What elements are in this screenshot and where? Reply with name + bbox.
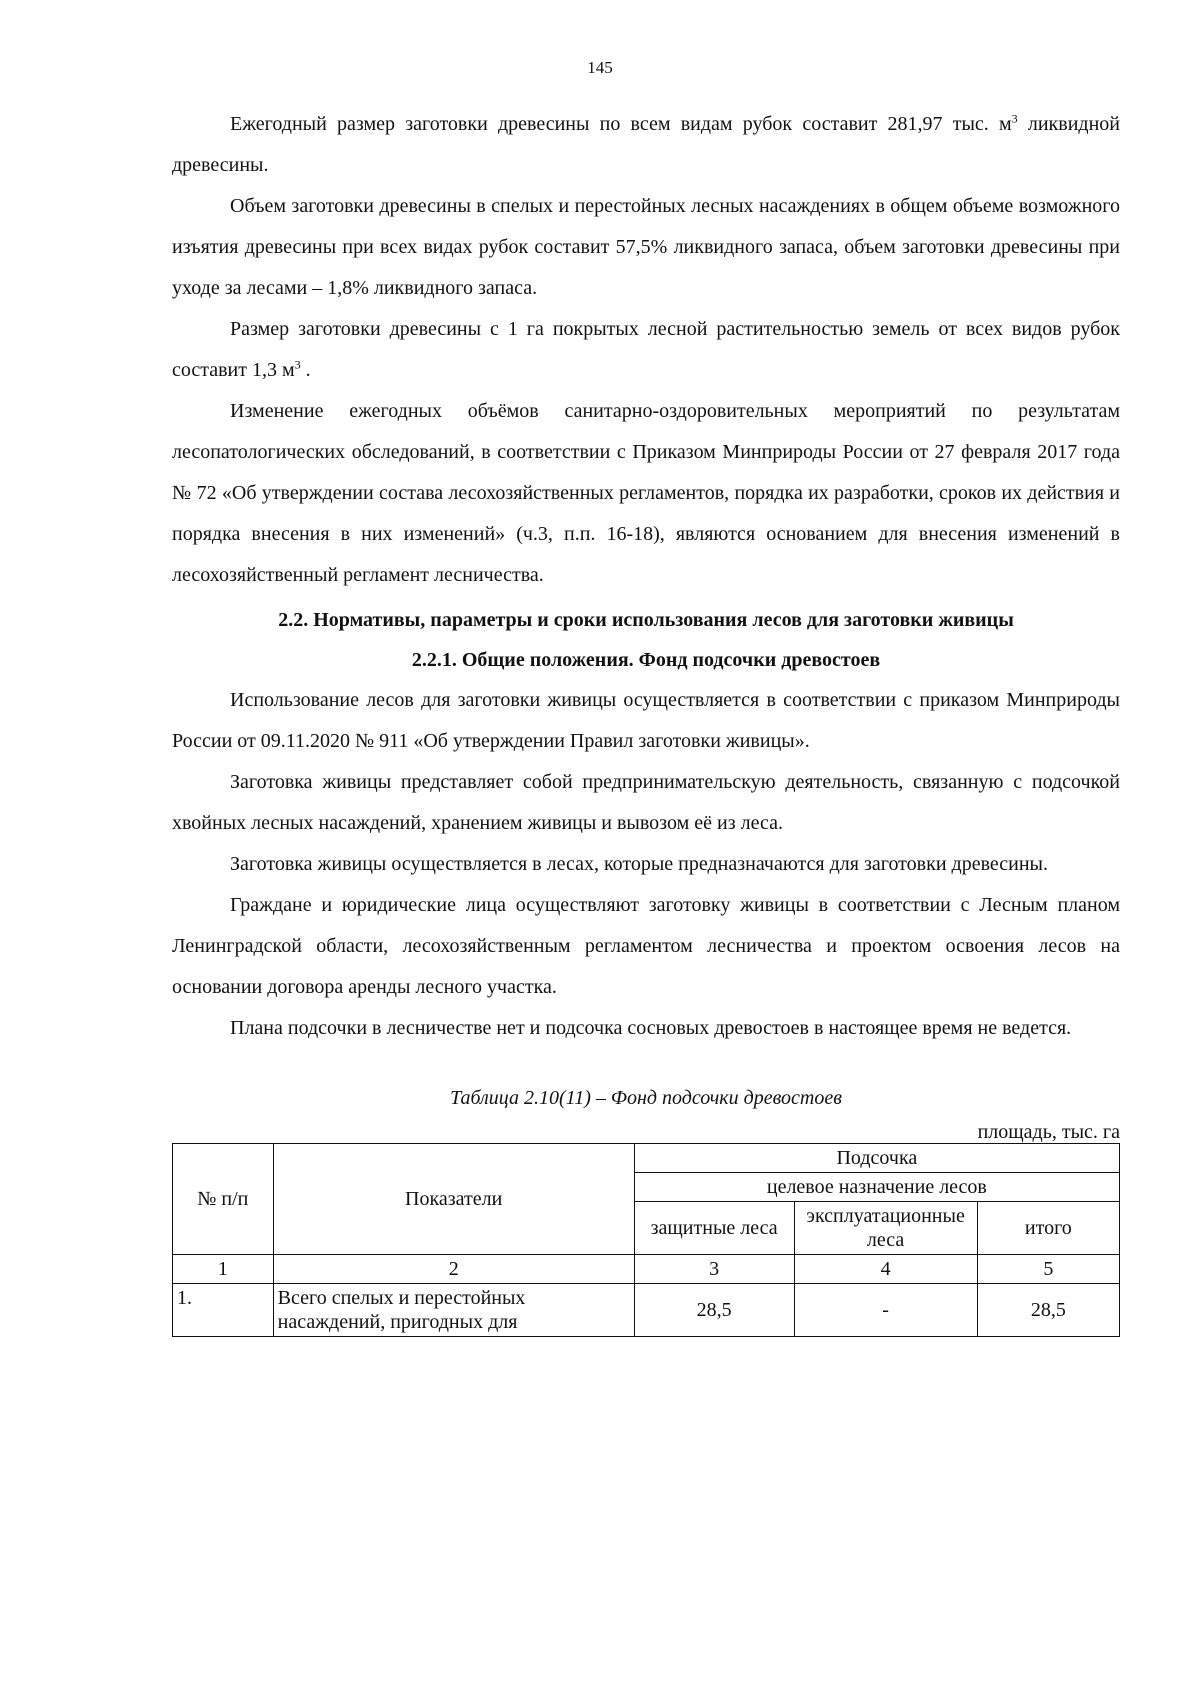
tapping-fund-table	[172, 1143, 1120, 1337]
column-number-row	[173, 1255, 1120, 1284]
table-caption: Таблица 2.10(11) – Фонд подсочки древостоев	[450, 1087, 842, 1109]
row-num: 1.	[173, 1284, 274, 1337]
subsection-heading: 2.2.1. Общие положения. Фонд подсочки древостоев	[411, 649, 881, 671]
header-num: № п/п	[173, 1144, 274, 1255]
column-number: 4	[794, 1255, 977, 1284]
column-number: 5	[977, 1255, 1119, 1284]
paragraph-text: ликвидной древесины.	[172, 113, 1120, 176]
header-protective: защитные леса	[634, 1202, 794, 1255]
superscript: 3	[1011, 111, 1018, 126]
paragraph-resin-forests: Заготовка живицы осуществляется в лесах, которые предназначаются для заготовки древесины.	[230, 853, 1048, 875]
superscript: 3	[294, 357, 301, 372]
paragraph-text: .	[300, 359, 311, 381]
paragraph-resin-parties: Граждане и юридические лица осуществляют заготовку живицы в соответствии с Лесным планом Ленинградской области, лесохозяйственным регламентом лесничества и проектом освоения лесов на основании договора аренды лесного участка.	[172, 894, 1120, 998]
header-group: Подсочка	[634, 1144, 1119, 1173]
row-exploitation: -	[794, 1284, 977, 1337]
paragraph-harvest-share: Объем заготовки древесины в спелых и перестойных лесных насаждениях в общем объеме возможного изъятия древесины при всех видах рубок составит 57,5% ликвидного запаса, объем заготовки древесины при уходе за лесами – 1,8% ликвидного запаса.	[172, 195, 1120, 299]
header-exploitation: эксплуатационные леса	[794, 1202, 977, 1255]
column-number: 3	[634, 1255, 794, 1284]
paragraph-harvest-volume	[172, 104, 1120, 186]
row-protective: 28,5	[634, 1284, 794, 1337]
paragraph-resin-plan: Плана подсочки в лесничестве нет и подсочка сосновых древостоев в настоящее время не ведется.	[230, 1017, 1072, 1039]
row-indicator: Всего спелых и перестойных насаждений, пригодных для	[273, 1284, 634, 1337]
paragraph-text: Размер заготовки древесины с 1 га покрытых лесной растительностью земель от всех видов рубок составит 1,3 м	[172, 318, 1120, 381]
header-total: итого	[977, 1202, 1119, 1255]
table-row	[173, 1284, 1120, 1337]
page-content	[172, 104, 1120, 1337]
paragraph-resin-definition: Заготовка живицы представляет собой предпринимательскую деятельность, связанную с подсочкой хвойных лесных насаждений, хранением живицы и вывозом её из леса.	[172, 771, 1120, 834]
section-heading: 2.2. Нормативы, параметры и сроки использования лесов для заготовки живицы	[278, 609, 1014, 631]
table-header-row	[173, 1144, 1120, 1173]
column-number: 1	[173, 1255, 274, 1284]
page-number: 145	[587, 58, 613, 77]
paragraph-resin-rules: Использование лесов для заготовки живицы осуществляется в соответствии с приказом Минприроды России от 09.11.2020 № 911 «Об утверждении Правил заготовки живицы».	[172, 689, 1120, 752]
header-indicators: Показатели	[273, 1144, 634, 1255]
header-subgroup: целевое назначение лесов	[634, 1173, 1119, 1202]
paragraph-text: Ежегодный размер заготовки древесины по всем видам рубок составит 281,97 тыс. м	[230, 113, 1012, 135]
table-units: площадь, тыс. га	[977, 1121, 1120, 1143]
column-number: 2	[273, 1255, 634, 1284]
paragraph-sanitary-changes: Изменение ежегодных объёмов санитарно-оздоровительных мероприятий по результатам лесопатологических обследований, в соответствии с Приказом Минприроды России от 27 февраля 2017 года № 72 «Об утверждении состава лесохозяйственных регламентов, порядка их разработки, сроков их действия и порядка внесения в них изменений» (ч.3, п.п. 16-18), являются основанием для внесения изменений в лесохозяйственный регламент лесничества.	[172, 400, 1120, 586]
row-total: 28,5	[977, 1284, 1119, 1337]
paragraph-harvest-per-ha	[172, 309, 1120, 391]
